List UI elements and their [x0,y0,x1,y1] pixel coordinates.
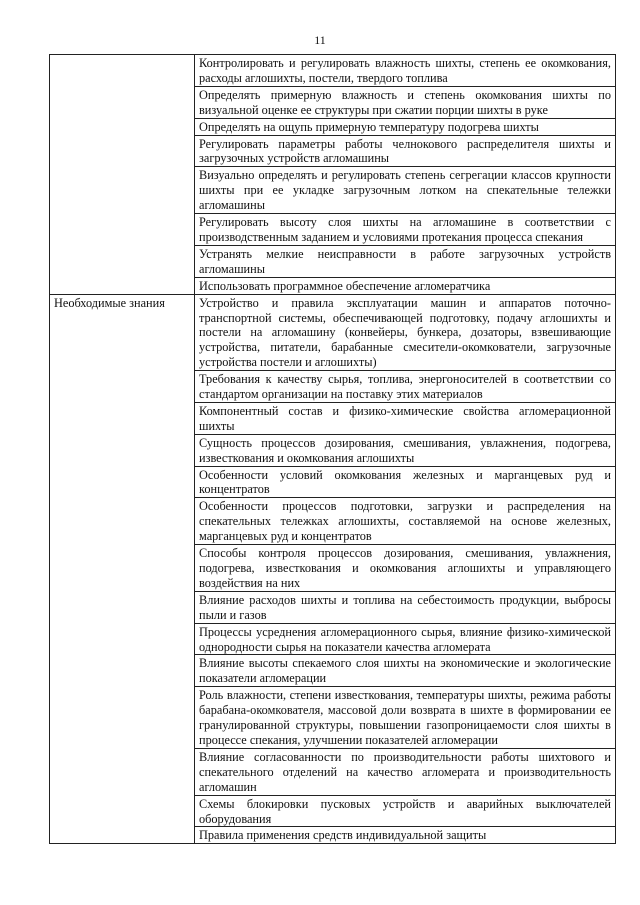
table-cell: Определять примерную влажность и степень окомкования шихты по визуальной оценке ее структуры при сжатии порции шихты в руке [195,86,616,118]
table-cell: Сущность процессов дозирования, смешивания, увлажнения, подогрева, известкования и окомкования аглошихты [195,434,616,466]
table-cell: Влияние высоты спекаемого слоя шихты на экономические и экологические показатели агломерации [195,655,616,687]
page-number: 11 [314,33,326,47]
table-cell: Регулировать параметры работы челнокового распределителя шихты и загрузочных устройств агломашины [195,135,616,167]
table-cell: Процессы усреднения агломерационного сырья, влияние физико-химической однородности сырья на показатели качества агломерата [195,623,616,655]
requirements-table [49,54,616,844]
table-row [50,55,616,87]
table-cell: Особенности условий окомкования железных и марганцевых руд и концентратов [195,466,616,498]
table-cell: Правила применения средств индивидуальной защиты [195,827,616,844]
table-cell: Визуально определять и регулировать степень сегрегации классов крупности шихты при ее укладке загрузочным лотком на спекательные тележки агломашины [195,167,616,214]
table-cell: Компонентный состав и физико-химические свойства агломерационной шихты [195,402,616,434]
table-cell: Способы контроля процессов дозирования, смешивания, увлажнения, подогрева, известкования и окомкования аглошихты и управляющего воздействия на них [195,545,616,592]
table-cell: Определять на ощупь примерную температуру подогрева шихты [195,118,616,135]
table-cell: Использовать программное обеспечение агломератчика [195,277,616,294]
section-label-required-knowledge: Необходимые знания [50,294,195,844]
table-cell: Регулировать высоту слоя шихты на агломашине в соответствии с производственным заданием и условиями протекания процесса спекания [195,214,616,246]
table-cell: Устройство и правила эксплуатации машин и аппаратов поточно-транспортной системы, обеспечивающей подготовку, подачу аглошихты и постели на агломашину (конвейеры, бункера, дозаторы, взвешивающие устройства, питатели, барабанные смесители-окомкователи, загрузочные устройства постели и аглошихты) [195,294,616,371]
table-cell: Особенности процессов подготовки, загрузки и распределения на спекательных тележках аглошихты, составляемой на основе железных, марганцевых руд и концентратов [195,498,616,545]
table-cell: Влияние согласованности по производительности работы шихтового и спекательного отделений на качество агломерата и производительность агломашин [195,748,616,795]
table-cell: Роль влажности, степени известкования, температуры шихты, режима работы барабана-окомкователя, массовой доли возврата в шихте в формировании ее гранулированной структуры, повышении газопроницаемости слоя шихты в процессе спекания, улучшении показателей агломерации [195,687,616,749]
table-row [50,294,616,371]
section-label [50,55,195,295]
table-cell: Схемы блокировки пусковых устройств и аварийных выключателей оборудования [195,795,616,827]
table-cell: Контролировать и регулировать влажность шихты, степень ее окомкования, расходы аглошихты, постели, твердого топлива [195,55,616,87]
table-cell: Влияние расходов шихты и топлива на себестоимость продукции, выбросы пыли и газов [195,591,616,623]
table-cell: Устранять мелкие неисправности в работе загрузочных устройств агломашины [195,245,616,277]
table-cell: Требования к качеству сырья, топлива, энергоносителей в соответствии со стандартом организации на поставку этих материалов [195,371,616,403]
